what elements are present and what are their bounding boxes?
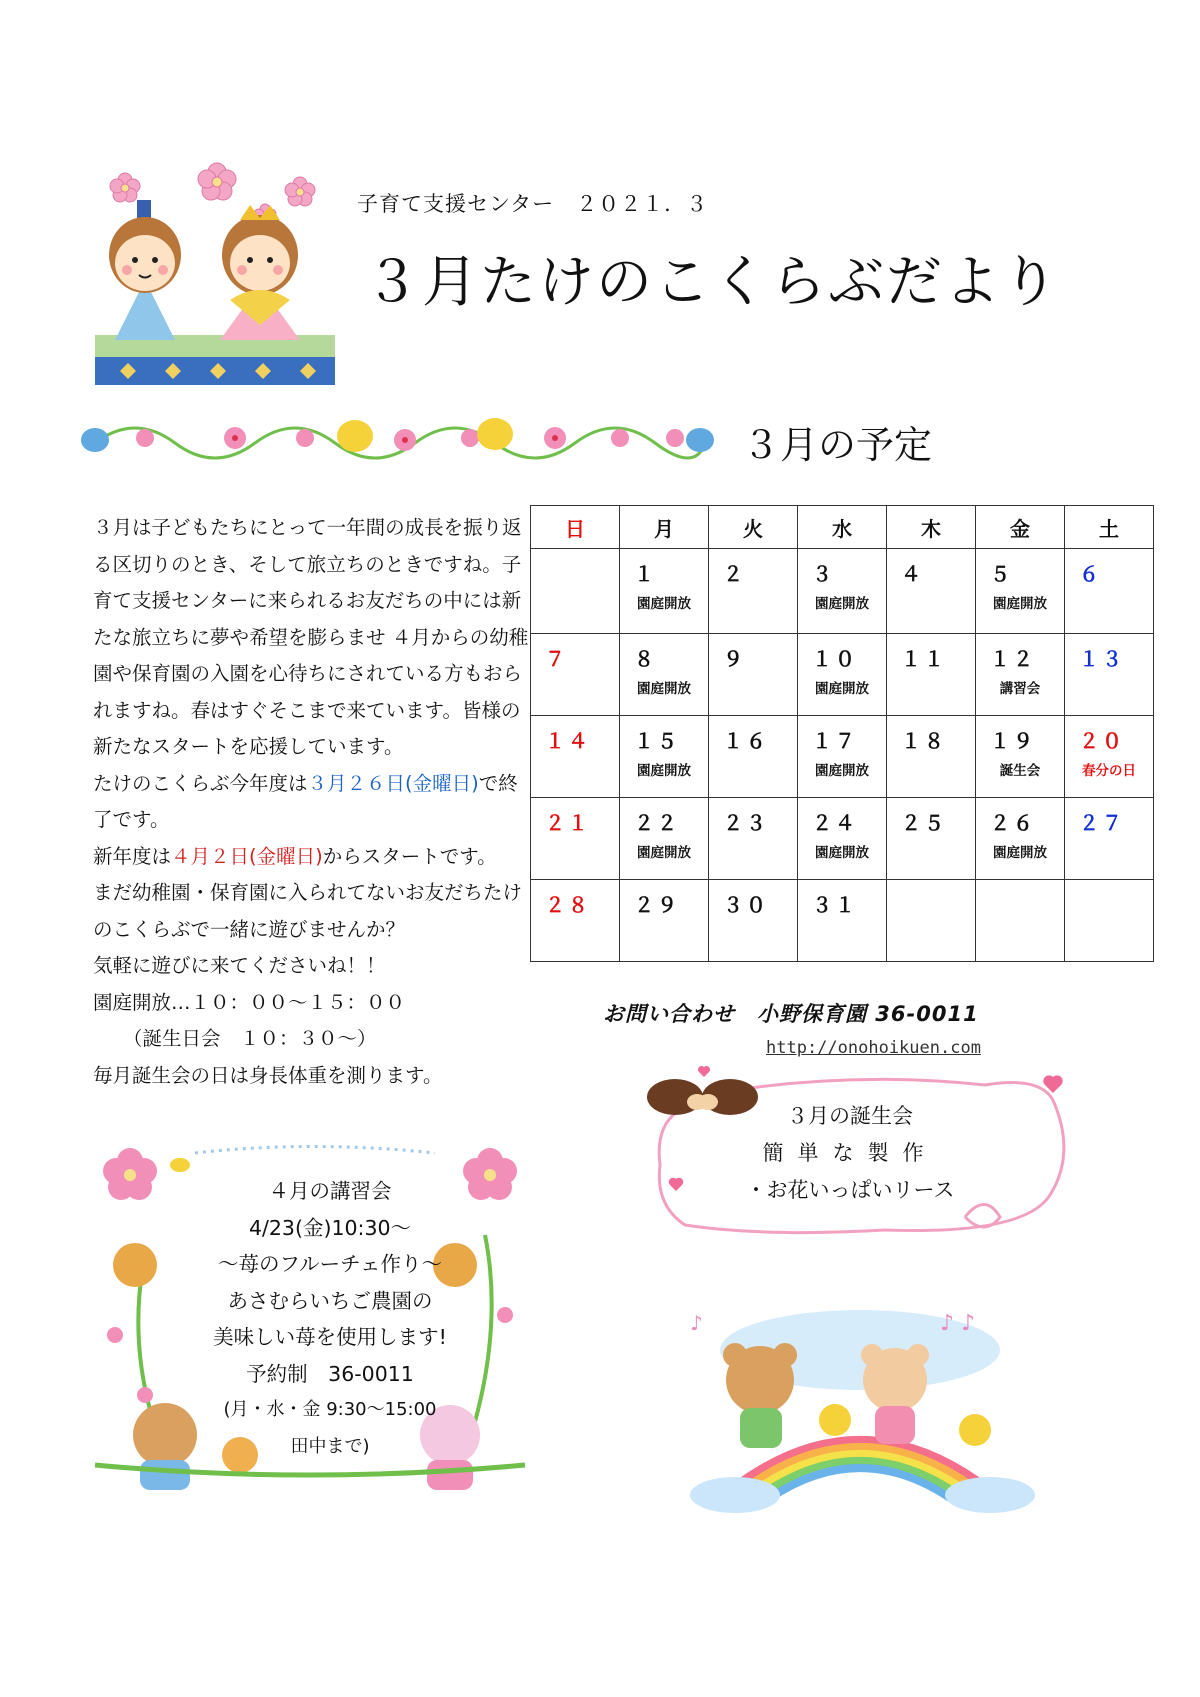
weekday-wed: 水 [798, 506, 887, 549]
day-note: 園庭開放 [637, 845, 691, 861]
day-number: ２８ [545, 893, 591, 917]
day-number: ６ [1079, 562, 1102, 586]
day-note: 園庭開放 [637, 763, 691, 779]
calendar-day-cell [976, 549, 1065, 634]
march-calendar [530, 505, 1154, 962]
calendar-day-cell [531, 798, 620, 880]
calendar-week-row [531, 716, 1154, 798]
intro-paragraph: ３月は子どもたちにとって一年間の成長を振り返る区切りのとき、そして旅立ちのときですね。子育て支援センターに来られるお友だちの中には新たな旅立ちに夢や希望を膨らませ ４月からの幼稚園や保育園の入園を心待ちにされている方もおられますね。春はすぐそこまで来ています。皆様の新たなスタートを応援しています。 [93, 516, 529, 758]
weekday-sun: 日 [531, 506, 620, 549]
intro-end-date [73, 766, 533, 839]
calendar-day-cell [531, 634, 620, 716]
birthday-item: ・お花いっぱいリース [745, 1178, 955, 1202]
calendar-day-cell [887, 549, 976, 634]
contact-line: お問い合わせ 小野保育園 36-0011 [603, 1002, 979, 1026]
org-date-line: 子育て支援センター ２０２１．３ [357, 192, 709, 216]
day-note: 園庭開放 [815, 596, 869, 612]
schedule-heading: ３月の予定 [742, 423, 933, 467]
calendar-week-row [531, 880, 1154, 962]
calendar-day-cell [620, 798, 709, 880]
weekday-fri: 金 [976, 506, 1065, 549]
calendar-week-row [531, 798, 1154, 880]
day-number: １ [634, 562, 657, 586]
day-note: 園庭開放 [637, 681, 691, 697]
intro-invite: まだ幼稚園・保育園に入られてないお友だちたけのこくらぶで一緒に遊びませんか？ [93, 881, 523, 941]
day-note: 講習会 [999, 681, 1041, 697]
birthday-text [700, 1098, 1000, 1209]
newsletter-title: ３月たけのこくらぶだより [364, 250, 1060, 315]
intro-welcome: 気軽に遊びに来てくださいね！！ [93, 954, 386, 977]
calendar-day-cell [798, 880, 887, 962]
calendar-week-row [531, 549, 1154, 634]
day-number: １２ [990, 647, 1036, 671]
website-link[interactable]: http://onohoikuen.com [766, 1038, 981, 1058]
day-note: 園庭開放 [815, 845, 869, 861]
seminar-title: ４月の講習会 [268, 1179, 392, 1203]
calendar-day-cell [1065, 798, 1154, 880]
day-number: １３ [1079, 647, 1125, 671]
day-number: １５ [634, 729, 680, 753]
calendar-day-cell [1065, 716, 1154, 798]
calendar-day-cell [887, 716, 976, 798]
intro-start-date-a: 新年度は [93, 844, 172, 868]
hina-dolls-illustration [95, 160, 335, 385]
calendar-day-cell [798, 798, 887, 880]
calendar-week-row [531, 634, 1154, 716]
flower-vine-border [75, 408, 715, 470]
calendar-day-cell [976, 634, 1065, 716]
day-number: ４ [901, 562, 924, 586]
intro-start-date-b: からスタートです。 [322, 844, 497, 868]
day-number [1065, 880, 1153, 917]
day-number: ２３ [723, 811, 769, 835]
calendar-day-cell [709, 716, 798, 798]
day-number: ２６ [990, 811, 1036, 835]
day-note: 園庭開放 [815, 763, 869, 779]
calendar-day-cell [531, 880, 620, 962]
day-number [531, 549, 619, 586]
day-note: 春分の日 [1082, 763, 1136, 779]
day-number: ９ [723, 647, 746, 671]
birthday-title: ３月の誕生会 [787, 1104, 913, 1128]
day-number: １６ [723, 729, 769, 753]
calendar-day-cell [887, 798, 976, 880]
seminar-line-2: 美味しい苺を使用します! [213, 1325, 447, 1349]
intro-end-date-a: たけのこくらぶ今年度は [93, 771, 308, 795]
day-number: ２０ [1079, 729, 1125, 753]
calendar-day-cell [976, 880, 1065, 962]
intro-start-date [73, 839, 533, 876]
day-number: ３ [812, 562, 835, 586]
birthday-craft: 簡単な製作 [762, 1141, 938, 1165]
end-date-highlight: ３月２６日(金曜日) [307, 771, 479, 795]
calendar-day-cell [798, 549, 887, 634]
seminar-hours: (月・水・金 9:30～15:00 [223, 1399, 437, 1420]
calendar-day-cell [976, 798, 1065, 880]
day-number: ２ [723, 562, 746, 586]
day-number: ２５ [901, 811, 947, 835]
day-number: １８ [901, 729, 947, 753]
day-number: ５ [990, 562, 1013, 586]
day-number: １１ [901, 647, 947, 671]
calendar-day-cell [620, 716, 709, 798]
calendar-day-cell [887, 634, 976, 716]
intro-text [73, 510, 533, 1094]
weekday-tue: 火 [709, 506, 798, 549]
measurement-note: 毎月誕生会の日は身長体重を測ります。 [93, 1063, 443, 1087]
seminar-line-1: あさむらいちご農園の [227, 1288, 433, 1313]
seminar-theme: ～苺のフルーチェ作り～ [217, 1252, 443, 1276]
calendar-day-cell [1065, 880, 1154, 962]
day-number: ２９ [634, 893, 680, 917]
calendar-day-cell [1065, 634, 1154, 716]
calendar-day-cell [976, 716, 1065, 798]
day-number: ２１ [545, 811, 591, 835]
birthday-hours: （誕生日会 １０：３０～） [123, 1027, 377, 1050]
day-number: ３０ [723, 893, 769, 917]
seminar-contact: 田中まで) [290, 1435, 370, 1457]
calendar-day-cell [709, 634, 798, 716]
day-note: 園庭開放 [993, 596, 1047, 612]
calendar-day-cell [531, 716, 620, 798]
calendar-day-cell [620, 634, 709, 716]
day-number: １９ [990, 729, 1036, 753]
calendar-day-cell [1065, 549, 1154, 634]
day-number: ２２ [634, 811, 680, 835]
day-number [976, 880, 1064, 917]
calendar-day-cell [531, 549, 620, 634]
day-number: １７ [812, 729, 858, 753]
start-date-highlight: ４月２日(金曜日) [171, 844, 323, 868]
day-number: ８ [634, 647, 657, 671]
calendar-day-cell [709, 549, 798, 634]
day-number: １０ [812, 647, 858, 671]
day-note: 園庭開放 [993, 845, 1047, 861]
calendar-day-cell [620, 880, 709, 962]
day-note: 園庭開放 [637, 596, 691, 612]
bear-rainbow-illustration [690, 1300, 1040, 1515]
svg-text:♪: ♪ [690, 1311, 703, 1335]
calendar-day-cell [620, 549, 709, 634]
day-number: ７ [545, 647, 568, 671]
day-number: ３１ [812, 893, 858, 917]
calendar-day-cell [709, 798, 798, 880]
seminar-text [190, 1173, 470, 1465]
calendar-day-cell [887, 880, 976, 962]
weekday-mon: 月 [620, 506, 709, 549]
seminar-reserve: 予約制 36-0011 [246, 1361, 414, 1386]
calendar-day-cell [798, 716, 887, 798]
garden-open-hours: 園庭開放…１０：００～１５：００ [93, 990, 406, 1014]
day-note: 園庭開放 [815, 681, 869, 697]
svg-text:♪ ♪: ♪ ♪ [940, 1311, 976, 1336]
weekday-thu: 木 [887, 506, 976, 549]
calendar-day-cell [798, 634, 887, 716]
day-number: ２４ [812, 811, 858, 835]
calendar-day-cell [709, 880, 798, 962]
day-number: １４ [545, 729, 591, 753]
day-number: ２７ [1079, 811, 1125, 835]
weekday-header-row [531, 506, 1154, 549]
seminar-date: 4/23(金)10:30～ [248, 1215, 412, 1240]
intro-end-date-b: で終了です。 [93, 771, 518, 831]
day-number [887, 880, 975, 917]
weekday-sat: 土 [1065, 506, 1154, 549]
day-note: 誕生会 [999, 763, 1041, 779]
